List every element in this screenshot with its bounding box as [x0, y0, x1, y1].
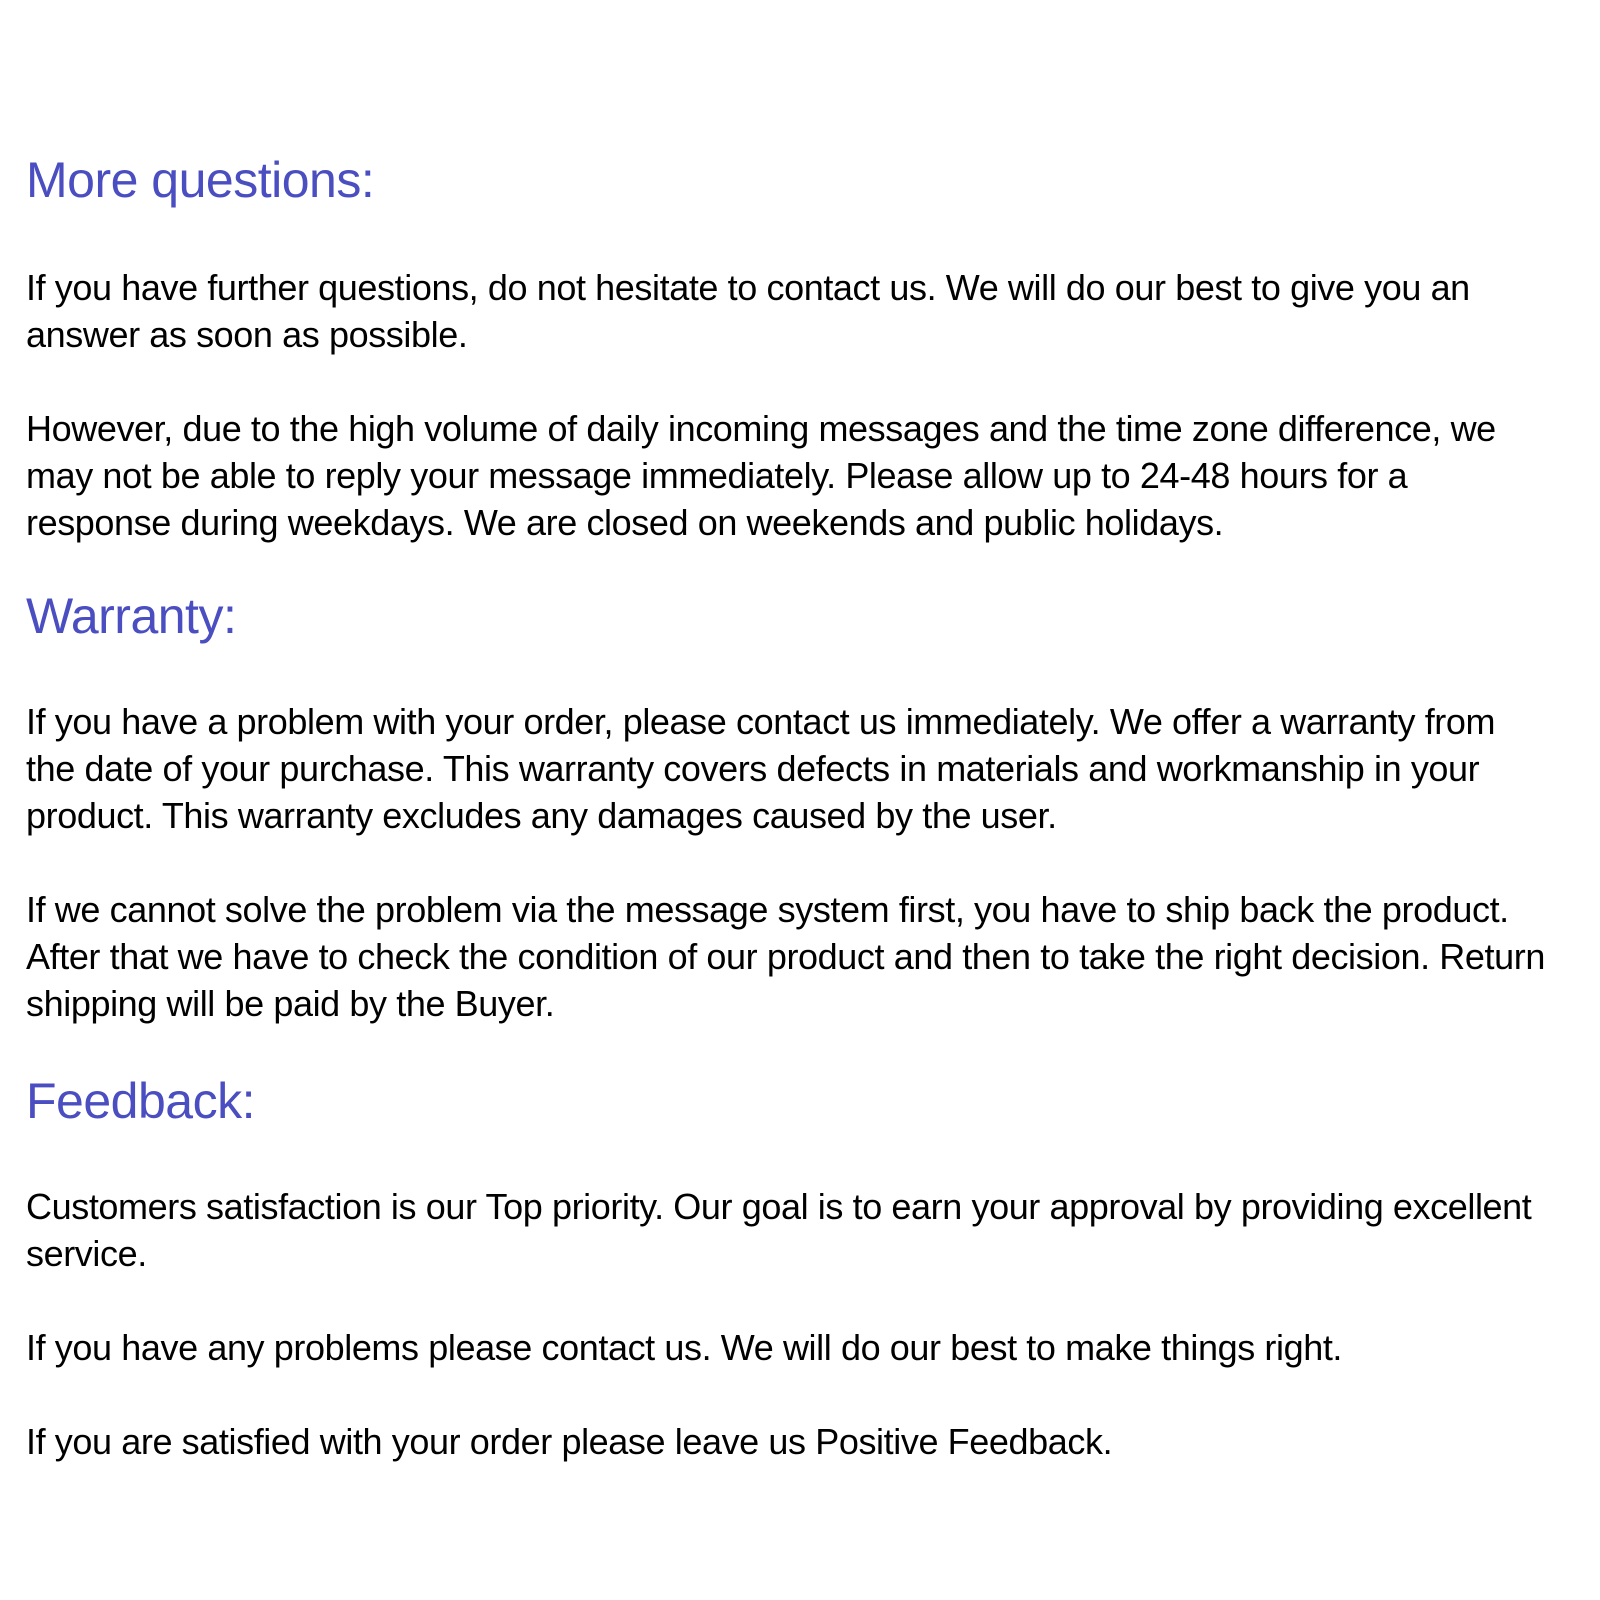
section-feedback [26, 1071, 1560, 1465]
heading-feedback: Feedback: [26, 1073, 255, 1129]
paragraph-problems: If you have any problems please contact us. We will do our best to make things right. [26, 1327, 1343, 1368]
heading-more-questions: More questions: [26, 152, 375, 208]
paragraph-response-time: However, due to the high volume of daily incoming messages and the time zone difference, we may not be able to reply your message immediately. Please allow up to 24-48 hours for a response during weekdays. We are closed on weekends and public holidays. [26, 408, 1496, 543]
paragraph-satisfaction: Customers satisfaction is our Top priority. Our goal is to earn your approval by providing excellent service. [26, 1186, 1532, 1274]
paragraph-warranty-coverage: If you have a problem with your order, please contact us immediately. We offer a warranty from the date of your purchase. This warranty covers defects in materials and workmanship in your product. This warranty excludes any damages caused by the user. [26, 701, 1496, 836]
section-more-questions [26, 150, 1560, 546]
paragraph-contact-us: If you have further questions, do not hesitate to contact us. We will do our best to give you an answer as soon as possible. [26, 267, 1470, 355]
paragraph-positive-feedback: If you are satisfied with your order please leave us Positive Feedback. [26, 1421, 1113, 1462]
section-warranty [26, 586, 1560, 1027]
paragraph-return-shipping: If we cannot solve the problem via the message system first, you have to ship back the product. After that we have to check the condition of our product and then to take the right decision. Return shipping will be paid by the Buyer. [26, 889, 1545, 1024]
heading-warranty: Warranty: [26, 588, 237, 644]
